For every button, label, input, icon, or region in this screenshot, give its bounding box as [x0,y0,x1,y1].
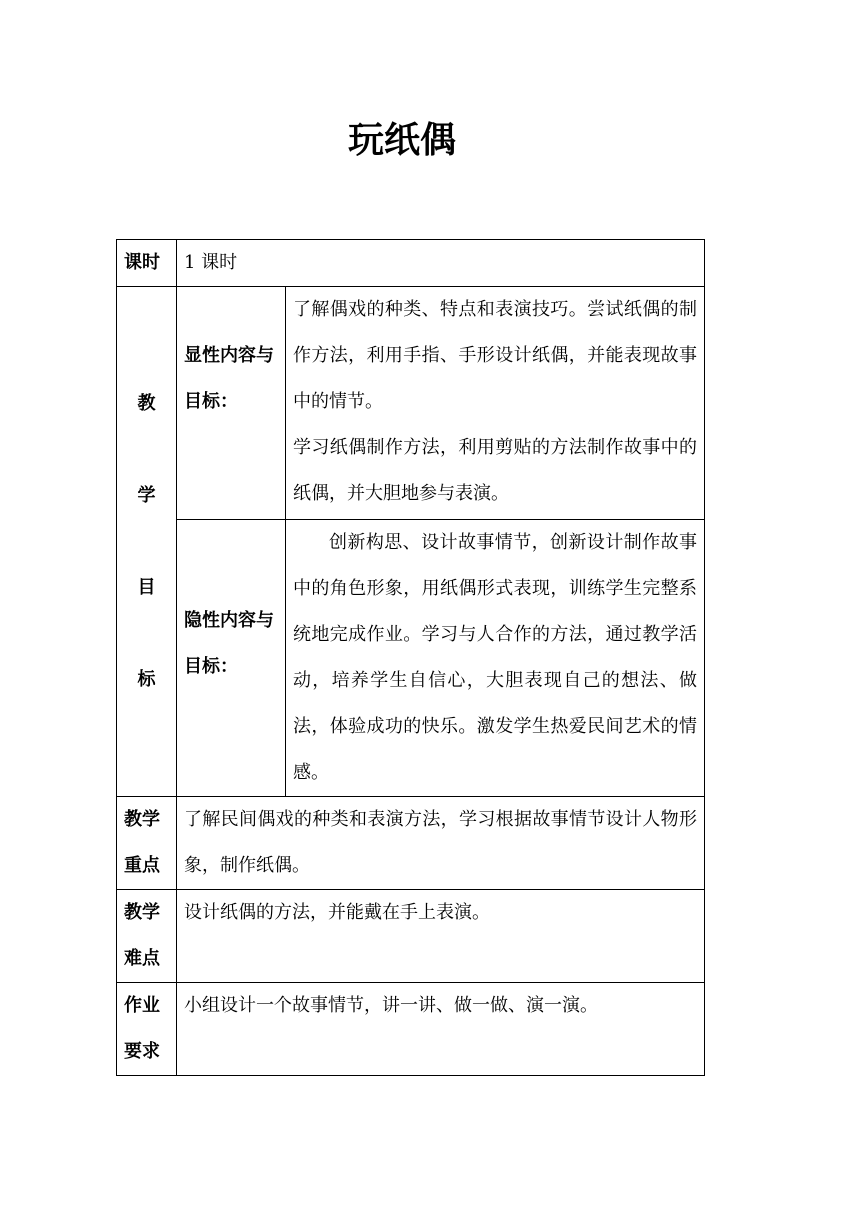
homework-label: 作业要求 [117,983,177,1076]
document-title: 玩纸偶 [347,120,456,161]
objectives-label-char: 目 [137,576,156,598]
row-class-hours [117,240,705,287]
explicit-objectives-paragraph: 学习纸偶制作方法，利用剪贴的方法制作故事中的纸偶，并大胆地参与表演。 [293,437,697,504]
implicit-objectives-label [177,520,286,797]
objectives-label [117,287,177,797]
explicit-objectives-label [177,287,286,520]
explicit-objectives-text [286,287,705,520]
key-points-label: 教学重点 [117,797,177,890]
class-hours-value: 1 课时 [177,240,705,287]
row-objectives-explicit [117,287,705,520]
row-difficulties [117,890,705,983]
key-points-text: 了解民间偶戏的种类和表演方法，学习根据故事情节设计人物形象，制作纸偶。 [177,797,705,890]
difficulties-label: 教学难点 [117,890,177,983]
class-hours-label: 课时 [117,240,177,287]
homework-text: 小组设计一个故事情节，讲一讲、做一做、演一演。 [177,983,705,1076]
implicit-objectives-text: 创新构思、设计故事情节，创新设计制作故事中的角色形象，用纸偶形式表现，训练学生完整系统地完成作业。学习与人合作的方法，通过教学活动，培养学生自信心，大胆表现自己的想法、做法，体验成功的快乐。激发学生热爱民间艺术的情感。 [286,520,705,797]
objectives-label-char: 教 [137,392,156,414]
row-objectives-implicit [117,520,705,797]
row-homework [117,983,705,1076]
explicit-objectives-label-text: 显性内容与目标： [184,345,274,412]
explicit-objectives-paragraph: 了解偶戏的种类、特点和表演技巧。尝试纸偶的制作方法，利用手指、手形设计纸偶，并能表现故事中的情节。 [293,299,697,412]
objectives-label-char: 学 [137,484,156,506]
objectives-label-char: 标 [137,668,156,690]
implicit-objectives-label-text: 隐性内容与目标： [184,610,274,677]
difficulties-text: 设计纸偶的方法，并能戴在手上表演。 [177,890,705,983]
lesson-plan-table [116,239,705,1076]
row-key-points [117,797,705,890]
